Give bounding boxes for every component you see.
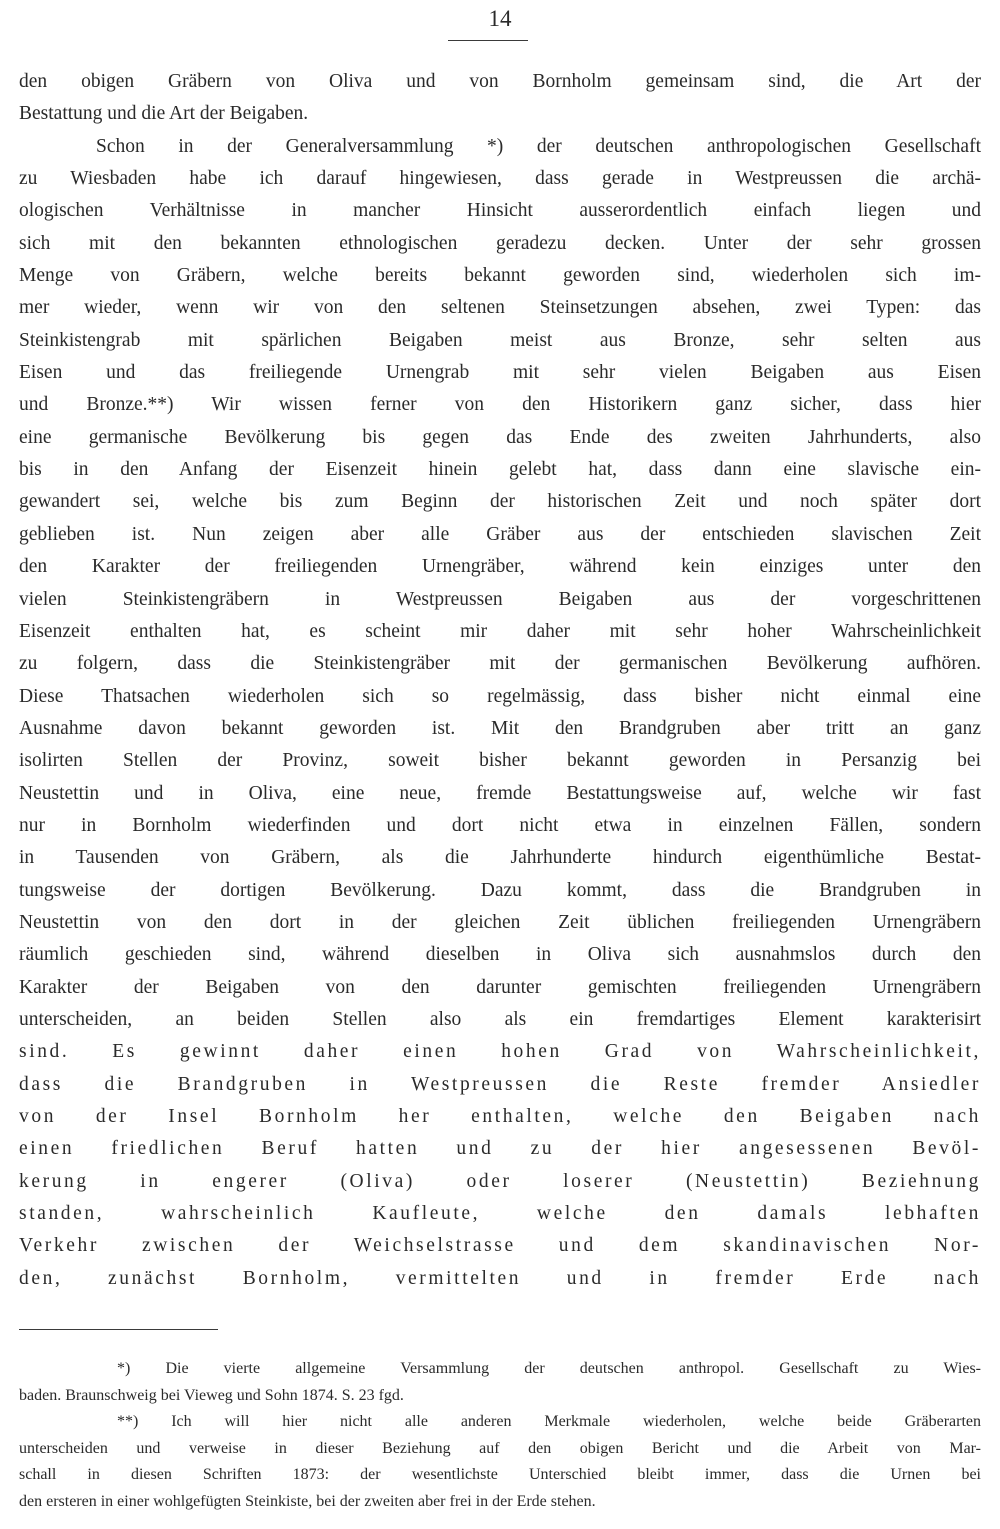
- text-line: dass die Brandgruben in Westpreussen die Reste fremder Ansiedler: [19, 1073, 981, 1095]
- text-line: kerung in engerer (Oliva) oder loserer (Neustettin) Beziehnung: [19, 1170, 981, 1192]
- text-line: Neustettin und in Oliva, eine neue, fremde Bestattungsweise auf, welche wir fast: [19, 782, 981, 804]
- text-line: geblieben ist. Nun zeigen aber alle Gräber aus der entschieden slavischen Zeit: [19, 523, 981, 545]
- text-line: ologischen Verhältnisse in mancher Hinsicht ausserordentlich einfach liegen und: [19, 200, 981, 222]
- text-line: einen friedlichen Beruf hatten und zu der hier angesessenen Bevöl-: [19, 1138, 981, 1160]
- footnotes: [19, 1356, 981, 1516]
- text-line: mer wieder, wenn wir von den seltenen Steinsetzungen absehen, zwei Typen: das: [19, 297, 981, 319]
- text-line: Karakter der Beigaben von den darunter gemischten freiliegenden Urnengräbern: [19, 976, 981, 998]
- text-line: standen, wahrscheinlich Kaufleute, welche den damals lebhaften: [19, 1203, 981, 1225]
- text-line: von der Insel Bornholm her enthalten, welche den Beigaben nach: [19, 1106, 981, 1127]
- text-line: Verkehr zwischen der Weichselstrasse und dem skandinavischen Nor-: [19, 1235, 981, 1257]
- text-line: den obigen Gräbern von Oliva und von Bornholm gemeinsam sind, die Art der: [19, 71, 981, 92]
- footnote-line: baden. Braunschweig bei Vieweg und Sohn 1874. S. 23 fgd.: [19, 1386, 404, 1404]
- text-line: sind. Es gewinnt daher einen hohen Grad von Wahrscheinlichkeit,: [19, 1041, 981, 1063]
- footnote-line: **) Ich will hier nicht alle anderen Merkmale wiederholen, welche beide Gräberarten: [117, 1413, 981, 1431]
- text-line: und Bronze.**) Wir wissen ferner von den Historikern ganz sicher, dass hier: [19, 394, 981, 416]
- text-line: in Tausenden von Gräbern, als die Jahrhunderte hindurch eigenthümliche Bestat-: [19, 847, 981, 869]
- text-line: vielen Steinkistengräbern in Westpreussen Beigaben aus der vorgeschrittenen: [19, 588, 981, 610]
- text-line: den, zunächst Bornholm, vermittelten und in fremder Erde nach: [19, 1267, 981, 1289]
- text-line: zu Wiesbaden habe ich darauf hingewiesen, dass gerade in Westpreussen die archä-: [19, 168, 981, 190]
- text-line: räumlich geschieden sind, während dieselben in Oliva sich ausnahmslos durch den: [19, 944, 981, 966]
- text-line: den Karakter der freiliegenden Urnengräber, während kein einziges unter den: [19, 556, 981, 578]
- text-line: Menge von Gräbern, welche bereits bekannt geworden sind, wiederholen sich im-: [19, 265, 981, 287]
- text-line: tungsweise der dortigen Bevölkerung. Dazu kommt, dass die Brandgruben in: [19, 879, 981, 901]
- footnote-line: schall in diesen Schriften 1873: der wesentlichste Unterschied bleibt immer, dass die Urnen bei: [19, 1466, 981, 1484]
- page-number: 14: [488, 6, 512, 31]
- text-line: eine germanische Bevölkerung bis gegen das Ende des zweiten Jahrhunderts, also: [19, 426, 981, 448]
- text-line: Steinkistengrab mit spärlichen Beigaben meist aus Bronze, sehr selten aus: [19, 329, 981, 351]
- text-line: Eisen und das freiliegende Urnengrab mit sehr vielen Beigaben aus Eisen: [19, 362, 981, 384]
- text-line: gewandert sei, welche bis zum Beginn der historischen Zeit und noch später dort: [19, 491, 981, 513]
- text-line: unterscheiden, an beiden Stellen also als ein fremdartiges Element karakterisirt: [19, 1008, 981, 1030]
- footnote-line: *) Die vierte allgemeine Versammlung der deutschen anthropol. Gesellschaft zu Wies-: [117, 1360, 981, 1377]
- text-line: bis in den Anfang der Eisenzeit hinein gelebt hat, dass dann eine slavische ein-: [19, 459, 981, 481]
- text-line: nur in Bornholm wiederfinden und dort nicht etwa in einzelnen Fällen, sondern: [19, 814, 981, 836]
- text-line: Ausnahme davon bekannt geworden ist. Mit den Brandgruben aber tritt an ganz: [19, 717, 981, 739]
- footnote-line: unterscheiden und verweise in dieser Beziehung auf den obigen Bericht und die Arbeit von Mar-: [19, 1439, 981, 1457]
- text-line: Eisenzeit enthalten hat, es scheint mir daher mit sehr hoher Wahrscheinlichkeit: [19, 620, 981, 642]
- text-line: Bestattung und die Art der Beigaben.: [19, 103, 309, 125]
- text-line: sich mit den bekannten ethnologischen geradezu decken. Unter der sehr grossen: [19, 232, 981, 254]
- text-line: isolirten Stellen der Provinz, soweit bisher bekannt geworden in Persanzig bei: [19, 750, 981, 772]
- text-line: Diese Thatsachen wiederholen sich so regelmässig, dass bisher nicht einmal eine: [19, 685, 981, 707]
- footnote-separator: [19, 1329, 218, 1330]
- footnote-line: den ersteren in einer wohlgefügten Steinkiste, bei der zweiten aber frei in der Erde stehen.: [19, 1492, 596, 1510]
- text-line: Neustettin von den dort in der gleichen Zeit üblichen freiliegenden Urnengräbern: [19, 911, 981, 933]
- text-line: Schon in der Generalversammlung *) der deutschen anthropologischen Gesellschaft: [96, 135, 981, 157]
- body-text: [19, 66, 981, 1295]
- text-line: zu folgern, dass die Steinkistengräber mit der germanischen Bevölkerung aufhören.: [19, 653, 981, 675]
- header-rule: [448, 40, 528, 41]
